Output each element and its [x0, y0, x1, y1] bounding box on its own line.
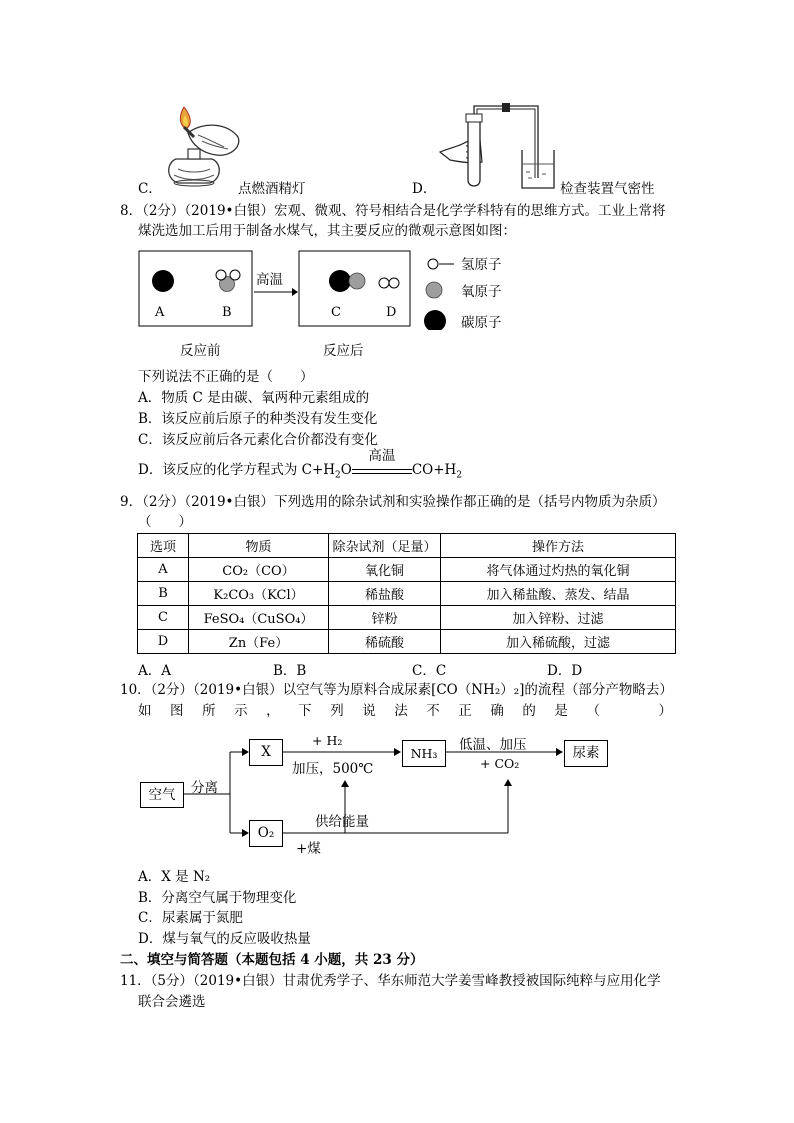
- legend-hydrogen-label: 氢原子: [461, 257, 502, 273]
- q8-question: 下列说法不正确的是（ ）: [138, 369, 314, 385]
- q11-line2: 联合会遴选: [138, 994, 206, 1010]
- label-c: C: [331, 305, 341, 320]
- q10-stem-line2: 如 图 所 示 ， 下 列 说 法 不 正 确 的 是 （ ）: [138, 703, 672, 719]
- label-a: A: [155, 305, 165, 320]
- table-row: B K₂CO₃（KCl） 稀盐酸 加入稀盐酸、蒸发、结晶: [138, 582, 676, 606]
- table-header-row: [138, 534, 676, 558]
- q9-options-table: [137, 533, 676, 654]
- q8-option-b: B．该反应前后原子的种类没有发生变化: [138, 411, 378, 427]
- header-reagent: 除杂试剂（足量）: [329, 534, 441, 558]
- condition-label: 加压，500℃: [292, 761, 374, 777]
- legend-oxygen-label: 氧原子: [461, 284, 502, 300]
- table-row: C FeSO₄（CuSO₄） 锌粉 加入锌粉、过滤: [138, 606, 676, 630]
- carbon-atom: [329, 270, 351, 292]
- airtightness-apparatus-figure: [436, 100, 560, 192]
- label-d: D: [386, 305, 397, 320]
- header-option: 选项: [138, 534, 189, 558]
- low-temp-label: 低温、加压: [459, 737, 527, 753]
- o2-box: O₂: [249, 820, 283, 847]
- q10-option-b: B．分离空气属于物理变化: [138, 890, 297, 906]
- q10-option-c: C．尿素属于氮肥: [138, 910, 243, 926]
- q7-option-c-letter: C．: [138, 181, 162, 197]
- q9-blank: （ ）: [138, 514, 192, 530]
- oxygen-atom: [349, 273, 365, 289]
- legend-oxygen-icon: [426, 282, 442, 298]
- q8-option-c: C．该反应前后各元素化合价都没有变化: [138, 432, 378, 448]
- q8-option-d: D．该反应的化学方程式为 $C+H_2O$ 高温 $CO+H_2$: [138, 448, 463, 481]
- coal-label: +煤: [296, 841, 321, 857]
- table-row: A CO₂（CO） 氧化铜 将气体通过灼热的氧化铜: [138, 558, 676, 582]
- hydrogen-atom: [230, 270, 240, 280]
- header-substance: 物质: [189, 534, 329, 558]
- plus-h2-label: + H₂: [312, 733, 343, 748]
- legend-carbon-icon: [424, 310, 446, 330]
- plus-co2-label: + CO₂: [480, 756, 520, 771]
- label-b: B: [222, 305, 232, 320]
- table-row: D Zn（Fe） 稀硫酸 加入稀硫酸，过滤: [138, 630, 676, 654]
- q9-answer-a: A．A: [138, 663, 171, 679]
- reaction-arrow-equals: 高温: [352, 460, 412, 480]
- arrow-condition-label: 高温: [256, 272, 283, 288]
- hydrogen-atom: [389, 278, 399, 288]
- legend-carbon-label: 碳原子: [461, 315, 502, 330]
- q7-option-c-text: 点燃酒精灯: [238, 181, 306, 197]
- header-operation: 操作方法: [441, 534, 676, 558]
- reaction-micro-diagram: [138, 250, 528, 330]
- alcohol-lamp-figure: [158, 103, 248, 189]
- urea-box: 尿素: [564, 740, 608, 767]
- q7-option-d-text: 检查装置气密性: [560, 181, 655, 197]
- q10-stem-line1: 10．（2分）（2019•白银）以空气等为原料合成尿素[CO（NH₂）₂]的流程（部分产物略去）: [120, 682, 673, 698]
- separate-label: 分离: [191, 780, 218, 796]
- q9-answer-d: D．D: [547, 663, 583, 679]
- section2-heading: 二、填空与简答题（本题包括 4 小题，共 23 分）: [120, 952, 424, 968]
- q10-option-a: A．X 是 N₂: [138, 869, 211, 885]
- q9-answer-b: B．B: [273, 663, 307, 679]
- q8-stem-line1: 8．（2分）（2019•白银）宏观、微观、符号相结合是化学学科特有的思维方式。工业上常将: [120, 203, 666, 219]
- caption-after: 反应后: [323, 343, 364, 359]
- q11-line1: 11．（5分）（2019•白银）甘肃优秀学子、华东师范大学姜雪峰教授被国际纯粹与应用化学: [120, 973, 661, 989]
- nh3-box: NH₃: [402, 740, 446, 767]
- q9-stem: 9．（2分）（2019•白银）下列选用的除杂试剂和实验操作都正确的是（括号内物质为杂质）: [120, 494, 666, 510]
- air-box: 空气: [140, 782, 184, 808]
- q10-option-d: D．煤与氧气的反应吸收热量: [138, 931, 311, 947]
- energy-label: 供给能量: [315, 814, 369, 830]
- hydrogen-atom: [216, 270, 226, 280]
- carbon-atom: [152, 270, 174, 292]
- legend-hydrogen-icon: [428, 259, 438, 269]
- x-box: X: [249, 739, 283, 766]
- q9-answer-c: C．C: [412, 663, 447, 679]
- q8-stem-line2: 煤洗选加工后用于制备水煤气，其主要反应的微观示意图如图：: [138, 223, 516, 239]
- q8-option-a: A．物质 C 是由碳、氧两种元素组成的: [138, 390, 370, 406]
- q7-option-d-letter: D．: [412, 181, 437, 197]
- hydrogen-atom: [379, 278, 389, 288]
- caption-before: 反应前: [180, 343, 221, 359]
